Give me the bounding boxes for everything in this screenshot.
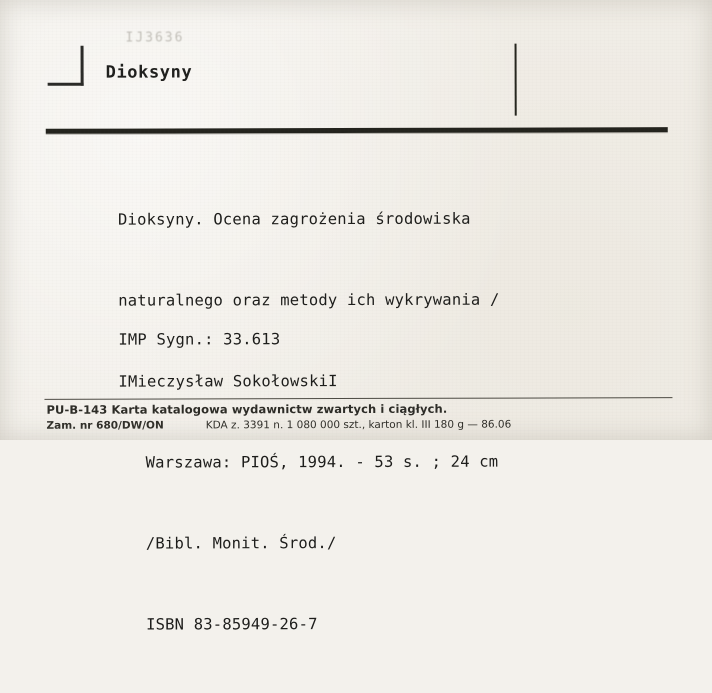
entry-line: naturalnego oraz metody ich wykrywania / (118, 290, 500, 310)
entry-line: Dioksyny. Ocena zagrożenia środowiska (117, 209, 471, 229)
entry-line: Warszawa: PIOŚ, 1994. - 53 s. ; 24 cm (145, 452, 499, 472)
faint-top-stamp: IJ3636 (125, 30, 185, 46)
bracket-vertical-stroke (81, 46, 84, 86)
header-vertical-divider (515, 44, 517, 116)
entry-line-isbn: ISBN 83-85949-26-7 (146, 615, 318, 634)
bracket-horizontal-stroke (48, 83, 84, 86)
corner-bracket-icon (48, 46, 84, 86)
header-horizontal-divider (46, 127, 668, 134)
footer-form-label: PU-B-143 Karta katalogowa wydawnictw zwartych i ciągłych. (46, 401, 448, 417)
entry-line: IMieczysław SokołowskiI (118, 372, 338, 391)
card-footer (46, 401, 676, 432)
footer-order-number: Zam. nr 680/DW/ON (46, 419, 164, 432)
footer-print-details: KDA z. 3391 n. 1 080 000 szt., karton kl. III 180 g — 86.06 (205, 418, 512, 432)
card-heading: Dioksyny (105, 62, 193, 83)
entry-line: /Bibl. Monit. Środ./ (145, 534, 337, 553)
call-number: IMP Sygn.: 33.613 (118, 330, 281, 349)
